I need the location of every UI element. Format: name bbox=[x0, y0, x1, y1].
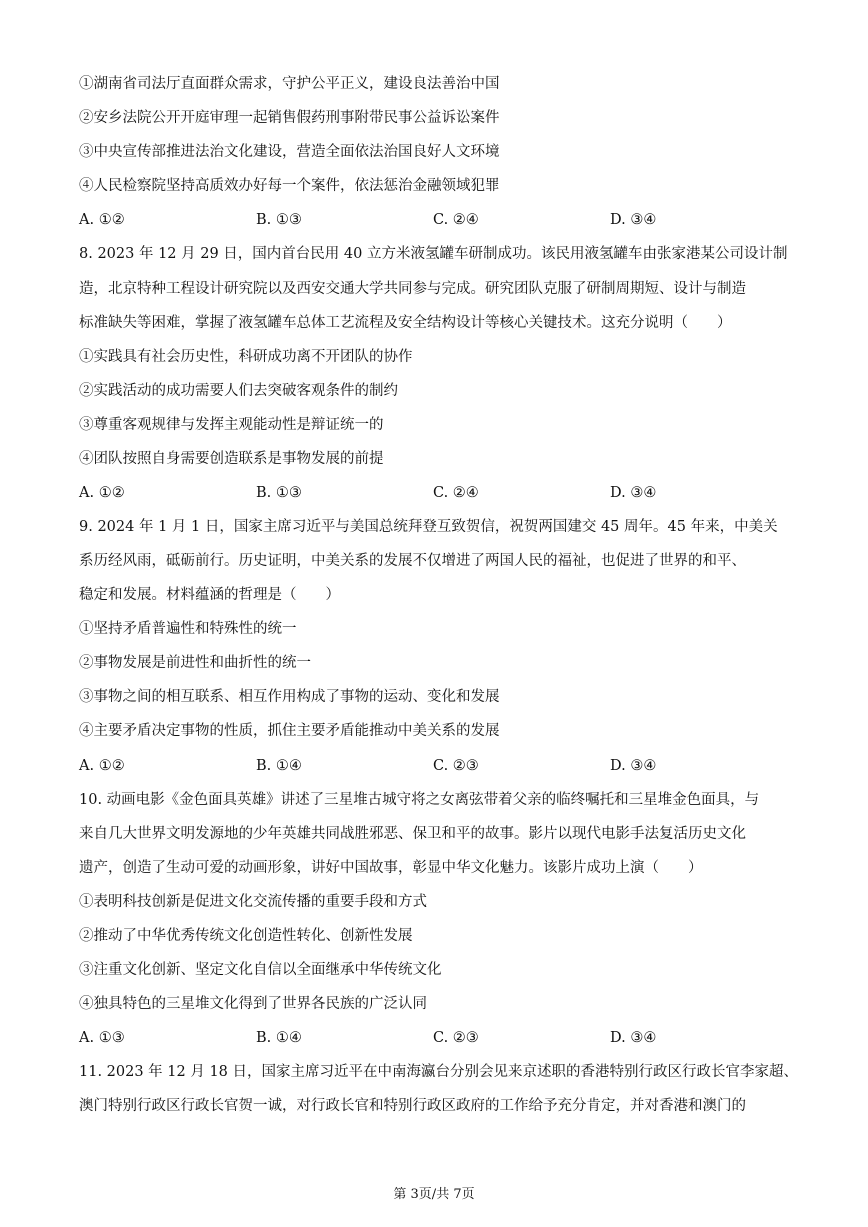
q10-item-3: ③注重文化创新、坚定文化自信以全面继承中华传统文化 bbox=[79, 962, 442, 978]
q9-stem-line-3: 稳定和发展。材料蕴涵的哲理是（ ） bbox=[79, 587, 340, 603]
q10-item-1: ①表明科技创新是促进文化交流传播的重要手段和方式 bbox=[79, 894, 427, 910]
q9-option-d: D. ③④ bbox=[610, 758, 657, 774]
page-number: 第 3页/共 7页 bbox=[393, 1187, 475, 1202]
q10-stem-line-2: 来自几大世界文明发源地的少年英雄共同战胜邪恶、保卫和平的故事。影片以现代电影手法复活历史文化 bbox=[79, 826, 746, 842]
q8-item-1: ①实践具有社会历史性，科研成功离不开团队的协作 bbox=[79, 349, 413, 365]
q8-stem-line-2: 造，北京特种工程设计研究院以及西安交通大学共同参与完成。研究团队克服了研制周期短、设计与制造 bbox=[79, 281, 746, 297]
q8-stem-line-3: 标准缺失等困难，掌握了液氢罐车总体工艺流程及安全结构设计等核心关键技术。这充分说明（ ） bbox=[79, 315, 732, 331]
q7-item-1: ①湖南省司法厅直面群众需求，守护公平正义，建设良法善治中国 bbox=[79, 76, 500, 92]
q8-option-b: B. ①③ bbox=[256, 485, 302, 501]
q7-item-4: ④人民检察院坚持高质效办好每一个案件，依法惩治金融领域犯罪 bbox=[79, 178, 500, 194]
q10-stem-line-1: 10. 动画电影《金色面具英雄》讲述了三星堆古城守将之女离弦带着父亲的临终嘱托和三星堆金色面具，与 bbox=[79, 792, 760, 808]
q10-option-b: B. ①④ bbox=[256, 1030, 302, 1046]
q10-item-4: ④独具特色的三星堆文化得到了世界各民族的广泛认同 bbox=[79, 996, 427, 1012]
q8-stem-line-1: 8. 2023 年 12 月 29 日，国内首台民用 40 立方米液氢罐车研制成功。该民用液氢罐车由张家港某公司设计制 bbox=[79, 246, 788, 262]
q9-item-3: ③事物之间的相互联系、相互作用构成了事物的运动、变化和发展 bbox=[79, 689, 500, 705]
q9-stem-line-2: 系历经风雨，砥砺前行。历史证明，中美关系的发展不仅增进了两国人民的福祉，也促进了世界的和平、 bbox=[79, 553, 746, 569]
q7-option-a: A. ①② bbox=[79, 212, 125, 228]
q9-item-4: ④主要矛盾决定事物的性质，抓住主要矛盾能推动中美关系的发展 bbox=[79, 723, 500, 739]
q8-item-3: ③尊重客观规律与发挥主观能动性是辩证统一的 bbox=[79, 417, 384, 433]
q7-item-3: ③中央宣传部推进法治文化建设，营造全面依法治国良好人文环境 bbox=[79, 144, 500, 160]
q7-item-2: ②安乡法院公开开庭审理一起销售假药刑事附带民事公益诉讼案件 bbox=[79, 110, 500, 126]
q8-item-2: ②实践活动的成功需要人们去突破客观条件的制约 bbox=[79, 383, 398, 399]
q10-item-2: ②推动了中华优秀传统文化创造性转化、创新性发展 bbox=[79, 928, 413, 944]
q11-stem-line-1: 11. 2023 年 12 月 18 日，国家主席习近平在中南海瀛台分别会见来京述职的香港特别行政区行政长官李家超、 bbox=[79, 1064, 799, 1080]
q8-option-a: A. ①② bbox=[79, 485, 125, 501]
q8-option-c: C. ②④ bbox=[433, 485, 479, 501]
q7-option-d: D. ③④ bbox=[610, 212, 657, 228]
q7-option-c: C. ②④ bbox=[433, 212, 479, 228]
q10-option-d: D. ③④ bbox=[610, 1030, 657, 1046]
q10-option-a: A. ①③ bbox=[79, 1030, 125, 1046]
q9-option-c: C. ②③ bbox=[433, 758, 479, 774]
q8-option-d: D. ③④ bbox=[610, 485, 657, 501]
q9-option-b: B. ①④ bbox=[256, 758, 302, 774]
q9-stem-line-1: 9. 2024 年 1 月 1 日，国家主席习近平与美国总统拜登互致贺信，祝贺两国建交 45 周年。45 年来，中美关 bbox=[79, 519, 778, 535]
q8-item-4: ④团队按照自身需要创造联系是事物发展的前提 bbox=[79, 451, 384, 467]
q11-stem-line-2: 澳门特别行政区行政长官贺一诚，对行政长官和特别行政区政府的工作给予充分肯定，并对香港和澳门的 bbox=[79, 1098, 746, 1114]
q7-option-b: B. ①③ bbox=[256, 212, 302, 228]
q9-item-2: ②事物发展是前进性和曲折性的统一 bbox=[79, 655, 311, 671]
q9-item-1: ①坚持矛盾普遍性和特殊性的统一 bbox=[79, 621, 297, 637]
q9-option-a: A. ①② bbox=[79, 758, 125, 774]
q10-stem-line-3: 遗产，创造了生动可爱的动画形象，讲好中国故事，彰显中华文化魅力。该影片成功上演（ ） bbox=[79, 860, 703, 876]
q10-option-c: C. ②③ bbox=[433, 1030, 479, 1046]
